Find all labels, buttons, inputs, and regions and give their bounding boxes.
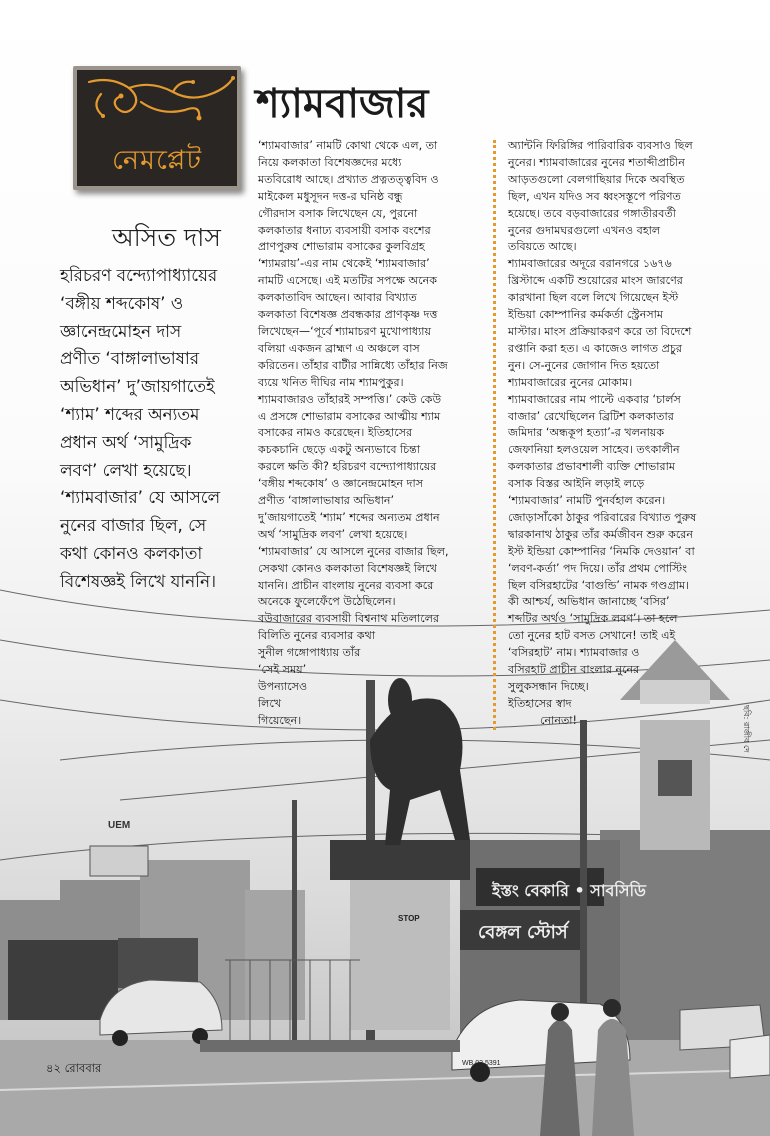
body-line: প্রাণপুরুষ শোভারাম বসাকের কুলবিগ্রহ [258, 240, 425, 254]
body-line: গৌরদাস বসাক লিখেছেন যে, পুরনো [258, 206, 418, 220]
body-line: লিখে [258, 696, 282, 710]
body-line: তবিয়তে আছে। [508, 240, 577, 254]
lede-line: ‘বঙ্গীয় শব্দকোষ’ ও [60, 292, 184, 313]
body-line: কলকাতাবিদ আছেন। আবার বিখ্যাত [258, 291, 417, 305]
stop-sign: STOP [398, 914, 420, 923]
lede-line: বিশেষজ্ঞই লিখে যাননি। [60, 570, 216, 591]
body-line: কলকাতা বিশেষজ্ঞ প্রবন্ধকার প্রাণকৃষ্ণ দত্ত [258, 308, 438, 322]
body-line: নিয়ে কলকাতা বিশেষজ্ঞদের মধ্যে [258, 155, 402, 169]
body-line: বাজার’ রেখেছিলেন ব্রিটিশ কলকাতার [508, 409, 674, 423]
body-line: প্রণীত ‘বাঙ্গালাভাষার অভিধান’ [258, 494, 395, 508]
body-line: মাস্টার। মাংস প্রক্রিয়াকরণ করে তা বিদেশে [508, 324, 692, 338]
body-column-middle [258, 138, 494, 730]
body-line: আড়তগুলো বেলগাছিয়ার দিকে অবস্থিত [508, 172, 685, 186]
body-line: কলকাতার ধনাঢ্য ব্যবসায়ী বসাক বংশের [258, 223, 431, 237]
body-line: নুনের। শ্যামবাজারের নুনের শতাব্দীপ্রাচীন [508, 155, 685, 169]
body-line: বউবাজারের ব্যবসায়ী বিশ্বনাথ মতিলালের [258, 612, 440, 626]
body-line: নামটি এসেছে। এই মতটির সপক্ষে অনেক [258, 274, 437, 288]
body-line: সুনীল গঙ্গোপাধ্যায় তাঁর [258, 646, 361, 660]
body-line: কারখানা ছিল বলে লিখে গিয়েছেন ইস্ট [508, 291, 679, 305]
body-line: নুন। সে-নুনের জোগান দিত হয়তো [508, 358, 660, 372]
body-line: যাননি। প্রাচীন বাংলায় নুনের ব্যবসা করে [258, 578, 434, 592]
body-line: মতবিরোধ আছে। প্রখ্যাত প্রত্নতত্ত্ববিদ ও [258, 172, 439, 186]
body-line: কচকচানি ছেড়ে একটু অন্যভাবে চিন্তা [258, 443, 421, 457]
body-line: বিলিতি নুনের ব্যবসার কথা [258, 629, 376, 643]
lede-line: লবণ’ লেখা হয়েছে। [60, 459, 192, 480]
body-line: জোড়াসাঁকো ঠাকুর পরিবারের বিখ্যাত পুরুষ [508, 510, 697, 524]
body-line: ‘বঙ্গীয় শব্দকোষ’ ও জ্ঞানেন্দ্রমোহন দাস [258, 477, 424, 491]
body-line: অর্থ ‘সামুদ্রিক লবণ’ লেখা হয়েছে। [258, 527, 408, 541]
body-line: ছিল বসিরহাটের ‘বাগুন্ডি’ নামক গণ্ডগ্রাম। [508, 578, 690, 592]
section-nameplate [73, 66, 241, 190]
body-line: উপন্যাসেও [258, 680, 308, 693]
shop-board-bottom: বেঙ্গল স্টোর্স [478, 922, 568, 943]
body-line: নুনের গুদামঘরগুলো এখনও বহাল [508, 223, 661, 237]
hoarding-label: UEM [108, 820, 131, 831]
body-line: শব্দটির অর্থও ‘সামুদ্রিক লবণ’। তা হলে [508, 612, 678, 626]
body-line: মাইকেল মধুসূদন দত্ত-র ঘনিষ্ঠ বন্ধু [258, 189, 403, 203]
lede-line: প্রণীত ‘বাঙ্গালাভাষার [60, 348, 200, 369]
number-plate: WB 02 5391 [462, 1060, 501, 1067]
lede-line: প্রধান অর্থ ‘সামুদ্রিক [60, 431, 192, 452]
body-line: বসিরহাট প্রাচীন বাংলার নুনের [508, 663, 640, 677]
lede-line: নুনের বাজার ছিল, সে [60, 515, 207, 536]
body-line: তো নুনের হাট বসত সেখানে! তাই এই [508, 629, 676, 643]
body-line: করিতেন। তাঁহার বাটীর সান্নিধ্যে তাঁহার নিজ [258, 358, 448, 372]
lede-line: হরিচরণ বন্দ্যোপাধ্যায়ের [60, 265, 218, 285]
body-line: অনেকে ফুলেফেঁপে উঠেছিলেন। [258, 595, 396, 609]
body-line: ‘সেই সময়’ [258, 663, 307, 677]
body-line: করলে ক্ষতি কী? হরিচরণ বন্দ্যোপাধ্যায়ের [258, 460, 437, 474]
body-line: লিখেছেন—‘পূর্বে শ্যামাচরণ মুখোপাধ্যায় [258, 324, 432, 338]
body-line: শ্যামবাজারের নাম পাল্টে একবার ‘চার্লস [508, 392, 681, 406]
body-line: অ্যান্টনি ফিরিঙ্গির পারিবারিক ব্যবসাও ছিল [508, 139, 693, 152]
body-line: খ্রিস্টাব্দে একটি শুয়োরের মাংস জারণের [508, 274, 683, 288]
body-line: জমিদার ‘অন্ধকূপ হত্যা’-র খলনায়ক [508, 426, 665, 440]
body-line: বলিয়া একজন ব্রাহ্মণ এ অঞ্চলে বাস [258, 341, 420, 355]
body-line: শ্যামবাজারের নুনের মোকাম। [508, 375, 633, 389]
lede-line: ‘শ্যামবাজার’ যে আসলে [60, 487, 221, 508]
body-line: শ্যামবাজারও তাঁহারই সম্পত্তি।’ কেউ কেউ [258, 392, 442, 406]
body-line: বসাকের নামও করেছেন। ইতিহাসের [258, 426, 413, 440]
lede-line: জ্ঞানেন্দ্রমোহন দাস [60, 320, 182, 341]
body-line: ইন্ডিয়া কোম্পানির কর্মকর্তা স্ট্রেনসাম [508, 308, 664, 322]
body-line: দু’জায়গাতেই ‘শ্যাম’ শব্দের অন্যতম প্রধান [258, 510, 440, 524]
body-line: জেফানিয়া হলওয়েল সাহেব। তৎকালীন [508, 443, 680, 457]
body-line: ‘শ্যামবাজার’ যে আসলে নুনের বাজার ছিল, [258, 544, 449, 558]
body-line: ইস্ট ইন্ডিয়া কোম্পানির ‘নিমকি দেওয়ান’ বা [508, 544, 695, 558]
body-line: ‘শ্যামবাজার’ নামটি কোথা থেকে এল, তা [258, 139, 438, 152]
photo-credit: ছবি: রাজীব দে [742, 705, 751, 753]
body-line: গিয়েছেন। [258, 713, 302, 727]
section-label: নেমপ্লেট [111, 145, 203, 176]
body-line: ‘শ্যামবাজার’ নামটি পুনর্বহাল করেন। [508, 494, 666, 508]
body-line: ব্যয়ে খনিত দীঘির নাম শ্যামপুকুর। [258, 375, 404, 389]
article-title: শ্যামবাজার [256, 81, 429, 127]
author-byline: অসিত দাস [112, 223, 221, 252]
body-line: ‘বসিরহাট’ নাম। শ্যামবাজার ও [508, 646, 640, 660]
body-line: শ্যামবাজারের অদূরে বরানগরে ১৬৭৬ [508, 257, 672, 271]
body-line: দ্বারকানাথ ঠাকুর তাঁর কর্মজীবন শুরু করেন [508, 527, 694, 541]
body-line: কী আশ্চর্য, অভিধান জানাচ্ছে ‘বসির’ [508, 595, 670, 609]
lede-line: ‘শ্যাম’ শব্দের অন্যতম [60, 403, 200, 424]
shop-board-top: ইস্তং বেকারি • সাবসিডি [492, 881, 646, 900]
body-line: ইতিহাসের স্বাদ [508, 696, 572, 710]
body-line: কলকাতার প্রভাবশালী ব্যক্তি শোভারাম [508, 460, 675, 474]
lede-line: অভিধান’ দু’জায়গাতেই [60, 376, 215, 397]
body-line: এ প্রসঙ্গে শোভারাম বসাকের আত্মীয় শ্যাম [258, 409, 441, 423]
page-folio: ৪২ রোববার [46, 1061, 102, 1075]
floral-ornament-icon [81, 72, 241, 136]
body-line: নোনতা! [540, 713, 577, 727]
body-line: ছিল, এখন যদিও সব ধ্বংসস্তূপে পরিণত [508, 189, 681, 203]
body-line: রপ্তানি করা হত। এ কাজেও লাগত প্রচুর [508, 341, 683, 355]
body-line: বসাক বিস্তর আইনি লড়াই লড়ে [508, 477, 645, 491]
body-line: হয়েছে। তবে বড়বাজারের গঙ্গাতীরবর্তী [508, 206, 676, 220]
body-column-right [508, 138, 744, 730]
column-divider [493, 140, 496, 730]
body-line: সেকথা কোনও কলকাতা বিশেষজ্ঞই লিখে [258, 561, 437, 575]
body-line: ‘লবণ-কর্তা’ পদ দিয়ে। তাঁর প্রথম পোস্টিং [508, 561, 687, 575]
body-line: ‘শ্যামরায়’-এর নাম থেকেই ‘শ্যামবাজার’ [258, 257, 430, 271]
body-line: সুলুকসন্ধান দিচ্ছে। [508, 680, 589, 693]
lede-paragraph [60, 262, 256, 596]
lede-line: কথা কোনও কলকাতা [60, 542, 203, 563]
